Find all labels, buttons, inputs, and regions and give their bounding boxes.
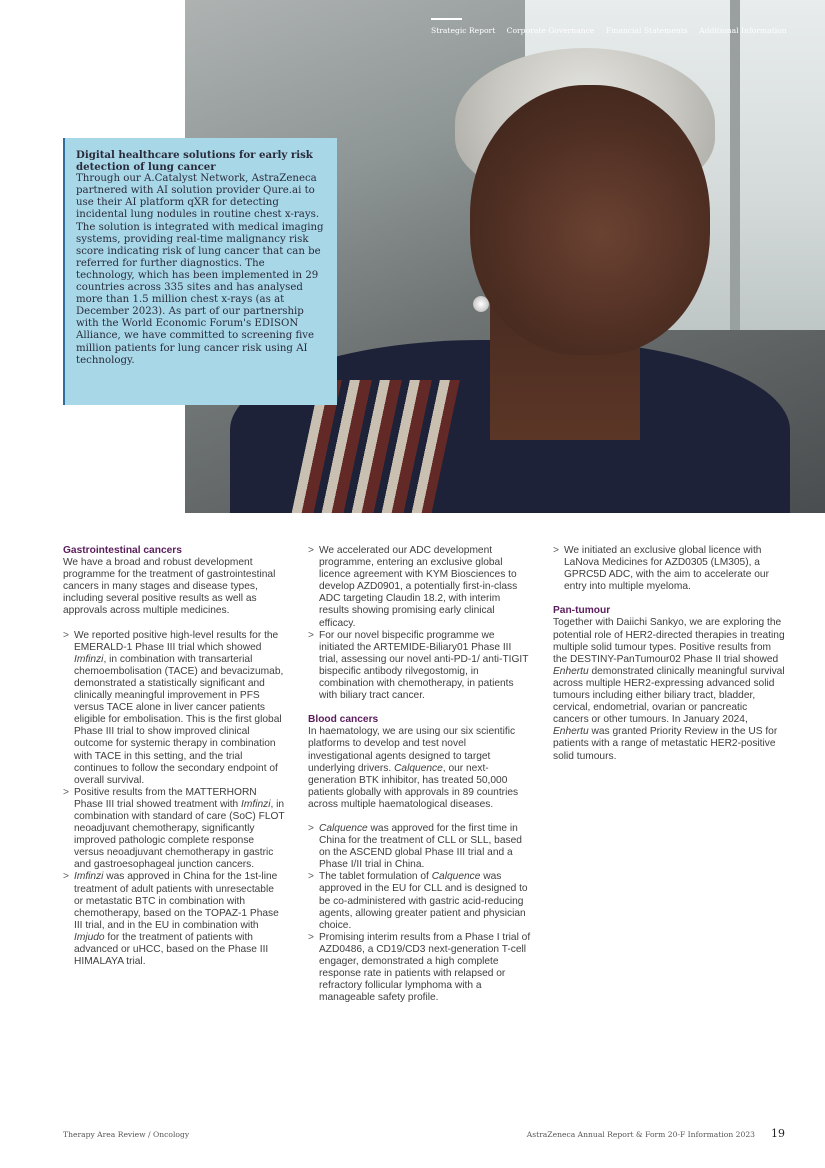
nav-strategic-report[interactable]: Strategic Report: [431, 26, 496, 35]
section-title-gastrointestinal: Gastrointestinal cancers: [63, 545, 182, 556]
column-blood-cancers: [308, 545, 531, 1004]
photo-earring: [473, 296, 489, 312]
bullet-list: [553, 545, 785, 593]
bullet-list: [308, 545, 531, 702]
callout-body: Through our A.Catalyst Network, AstraZeneca partnered with AI solution provider Qure.ai to use their AI platform qXR for detecting incidental lung nodules in routine chest x-rays. The solution is integrated with medical imaging systems, providing real-time malignancy risk score indicating risk of lung cancer that can be referred for further diagnostics. The technology, which has been implemented in 29 countries across 335 sites and has analysed more than 1.5 million chest x-rays (as at December 2023). As part of our partnership with the World Economic Forum's EDISON Alliance, we have committed to screening five million patients for lung cancer risk using AI technology.: [76, 173, 324, 366]
photo-window-frame: [730, 0, 740, 330]
column-pan-tumour: [553, 545, 785, 763]
photo-face: [470, 85, 710, 355]
section-intro: Together with Daiichi Sankyo, we are exploring the potential role of HER2-directed therapies in treating multiple solid tumour types. Positive results from the DESTINY-PanTumour02 Phase II trial showed Enhertu demonstrated clinically meaningful survival across multiple HER2-expressing advanced solid tumours including either biliary tract, bladder, cervical, endometrial, ovarian or pancreatic cancers or other tumours. In January 2024, Enhertu was granted Priority Review in the US for patients with a range of metastatic HER2-positive solid tumours.: [553, 617, 785, 762]
nav-corporate-governance[interactable]: Corporate Governance: [506, 26, 595, 35]
list-item: > The tablet formulation of Calquence was approved in the EU for CLL and is designed to be co-administered with gastric acid-reducing agents, allowing greater patient and physician choice.: [308, 871, 531, 931]
page-number: 19: [771, 1127, 785, 1140]
list-item: > For our novel bispecific programme we initiated the ARTEMIDE-Biliary01 Phase III trial, assessing our novel anti-PD-1/ anti-TIGIT bispecific antibody rilvegostomig, in combination with chemotherapy, in patients with biliary tract cancer.: [308, 630, 531, 703]
nav-active-indicator: [431, 18, 462, 20]
footer-section-label: Therapy Area Review / Oncology: [63, 1130, 190, 1139]
footer-report-title: AstraZeneca Annual Report & Form 20-F Information 2023: [526, 1130, 755, 1139]
bullet-list: [63, 630, 285, 969]
list-item: > Calquence was approved for the first time in China for the treatment of CLL or SLL, based on the ASCEND global Phase III trial and a Phase I/II trial in China.: [308, 823, 531, 871]
list-item: > We initiated an exclusive global licence with LaNova Medicines for AZD0305 (LM305), a GPRC5D ADC, with the aim to accelerate our entry into multiple myeloma.: [553, 545, 785, 593]
list-item: > Promising interim results from a Phase I trial of AZD0486, a CD19/CD3 next-generation T-cell engager, demonstrated a high complete response rate in patients with relapsed or refractory follicular lymphoma with a manageable safety profile.: [308, 932, 531, 1005]
section-title-pan-tumour: Pan-tumour: [553, 605, 611, 617]
section-intro: We have a broad and robust development programme for the treatment of gastrointestinal cancers in many stages and disease types, including several positive results as well as approvals across multiple medicines.: [63, 557, 276, 617]
callout-box: [63, 138, 337, 405]
nav-additional-information[interactable]: Additional Information: [699, 26, 787, 35]
section-title-blood-cancers: Blood cancers: [308, 714, 379, 726]
section-intro: In haematology, we are using our six scientific platforms to develop and test novel investigational agents designed to target underlying drivers. Calquence, our next-generation BTK inhibitor, has treated 50,000 patients globally with approvals in 89 countries across multiple haematological diseases.: [308, 726, 519, 810]
column-gastrointestinal: [63, 545, 285, 968]
list-item: > Imfinzi was approved in China for the 1st-line treatment of adult patients with unresectable or metastatic BTC in combination with chemotherapy, based on the TOPAZ-1 Phase III trial, and in the EU in combination with Imjudo for the treatment of patients with advanced or uHCC, based on the Phase III HIMALAYA trial.: [63, 871, 285, 968]
nav-financial-statements[interactable]: Financial Statements: [605, 26, 688, 35]
section-nav: [431, 26, 796, 35]
list-item: > Positive results from the MATTERHORN Phase III trial showed treatment with Imfinzi, in combination with standard of care (SoC) FLOT neoadjuvant chemotherapy, significantly improved pathologic complete response versus neoadjuvant chemotherapy in gastric and gastroesophageal junction cancers.: [63, 787, 285, 872]
list-item: > We accelerated our ADC development programme, entering an exclusive global licence agreement with KYM Biosciences to develop AZD0901, a potentially first-in-class ADC targeting Claudin 18.2, with interim results showing promising early clinical efficacy.: [308, 545, 531, 630]
bullet-list: [308, 823, 531, 1004]
callout-title: Digital healthcare solutions for early risk detection of lung cancer: [76, 149, 313, 174]
list-item: > We reported positive high-level results for the EMERALD-1 Phase III trial which showed Imfinzi, in combination with transarterial chemoembolisation (TACE) and bevacizumab, demonstrated a statistically significant and clinically meaningful improvement in PFS versus TACE alone in liver cancer patients eligible for embolisation. This is the first global Phase III trial to show improved clinical outcome for systemic therapy in combination with TACE in this setting, and the trial continues to follow the secondary endpoint of overall survival.: [63, 630, 285, 787]
